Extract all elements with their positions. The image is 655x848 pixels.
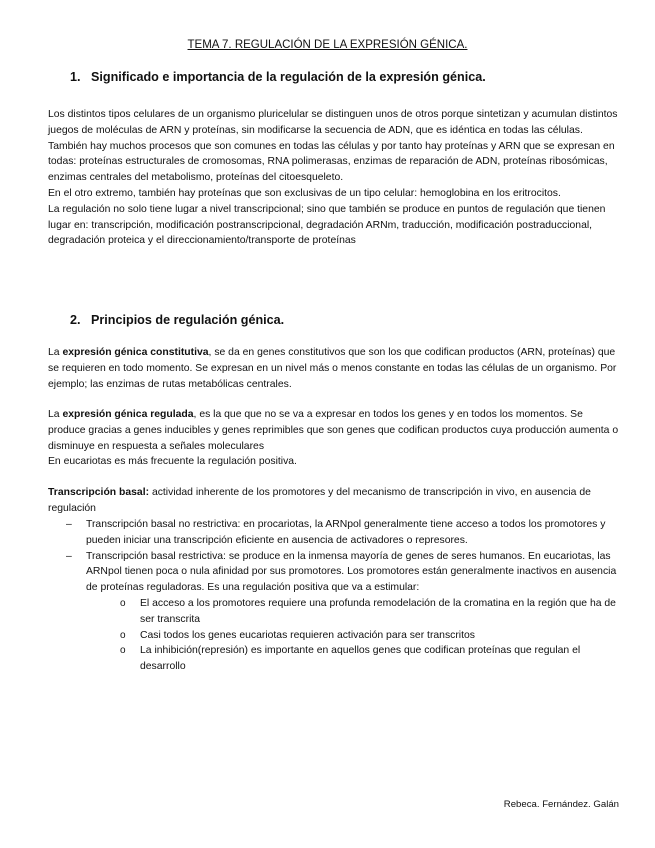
paragraph: La regulación no solo tiene lugar a nivel transcripcional; sino que también se produce en puntos de regulación que tienen lugar en: transcripción, modificación postranscripcional, degradación ARNm, traducción, modificación postraduccional, degradación proteica y el direccionamiento/transporte de proteínas — [48, 203, 606, 247]
sub-list — [120, 596, 623, 675]
sub-list-item: o Casi todos los genes eucariotas requieren activación para ser transcritos — [120, 628, 623, 644]
section-1-heading — [70, 70, 486, 86]
list-item: – Transcripción basal no restrictiva: en procariotas, la ARNpol generalmente tiene acceso a todos los promotores y pueden iniciar una transcripción eficiente en ausencia de activadores o represores. — [66, 519, 606, 546]
dash-bullet: – — [66, 519, 72, 530]
paragraph: También hay muchos procesos que son comunes en todas las células y por tanto hay proteínas y ARN que se expresan en todas: proteínas estructurales de cromosomas, RNA polimerasas, enzimas de reparación de ADN, proteínas ribosómicas, enzimas centrales del metabolismo, proteínas del citoesqueleto. — [48, 140, 615, 184]
sub-list-item: o La inhibición(represión) es importante en aquellos genes que codifican proteínas que regulan el desarrollo — [120, 645, 581, 673]
circle-bullet: o — [120, 629, 126, 641]
term-basal: Transcripción basal: — [48, 487, 150, 498]
paragraph: Los distintos tipos celulares de un organismo pluricelular se distinguen unos de otros porque sintetizan y acumulan distintos juegos de moléculas de ARN y proteínas, sin modificarse la secuencia de ADN, que es idéntica en todas las células. — [48, 109, 618, 136]
sub-list-item: o El acceso a los promotores requiere una profunda remodelación de la cromatina en la región que ha de ser transcrita — [120, 597, 616, 625]
page-title: TEMA 7. REGULACIÓN DE LA EXPRESIÓN GÉNICA. — [187, 39, 468, 51]
list-item: – Transcripción basal restrictiva: se produce en la inmensa mayoría de genes de seres humanos. En eucariotas, las ARNpol tienen poca o nula afinidad por sus promotores. Los promotores están generalmente inactivos en ausencia de proteínas reguladoras. Es una regulación positiva que va a estimular: o El acceso a los promotores requiere una profunda remodelación de la cromatina en la región que ha de ser transcrita o Casi todos los genes eucariotas requieren activación para ser transcritos o La inhibición(represión) es importante en aquellos genes que codifican proteínas que regulan el desarrollo — [48, 549, 623, 675]
dash-bullet: – — [66, 550, 72, 562]
term-regulada: expresión génica regulada — [62, 409, 194, 420]
constitutiva-paragraph: La expresión génica constitutiva, se da en genes constitutivos que son los que codifican productos (ARN, proteínas) que se requieren en todo momento. Se expresan en un nivel más o menos constante en todas las células de un organismo. Por ejemplo; las enzimas de rutas metabólicas centrales. — [48, 347, 617, 390]
section-2-heading — [70, 313, 284, 329]
paragraph: En el otro extremo, también hay proteínas que son exclusivas de un tipo celular: hemoglobina en los eritrocitos. — [48, 187, 561, 199]
basal-list — [48, 517, 623, 675]
section-1-body — [48, 107, 623, 249]
basal-paragraph: Transcripción basal: actividad inherente de los promotores y del mecanismo de transcripción in vivo, en ausencia de regulación — [48, 487, 591, 514]
regulada-paragraph: La expresión génica regulada, es la que que no se va a expresar en todos los genes y en todos los momentos. Se produce gracias a genes inducibles y genes reprimibles que son genes que codifican productos cuya producción aumenta o disminuye en respuesta a señales moleculares En eucariotas es más frecuente la regulación positiva. — [48, 407, 623, 470]
footer-author: Rebeca. Fernández. Galán — [503, 799, 619, 810]
term-constitutiva: expresión génica constitutiva — [62, 347, 209, 358]
section-2-number: 2. — [70, 313, 81, 327]
section-1-number: 1. — [70, 70, 81, 84]
paragraph: En eucariotas es más frecuente la regulación positiva. — [48, 456, 297, 468]
circle-bullet: o — [120, 597, 126, 609]
section-2-heading-text: Principios de regulación génica. — [91, 313, 285, 327]
section-1-heading-text: Significado e importancia de la regulación de la expresión génica. — [91, 70, 486, 84]
circle-bullet: o — [120, 645, 126, 657]
